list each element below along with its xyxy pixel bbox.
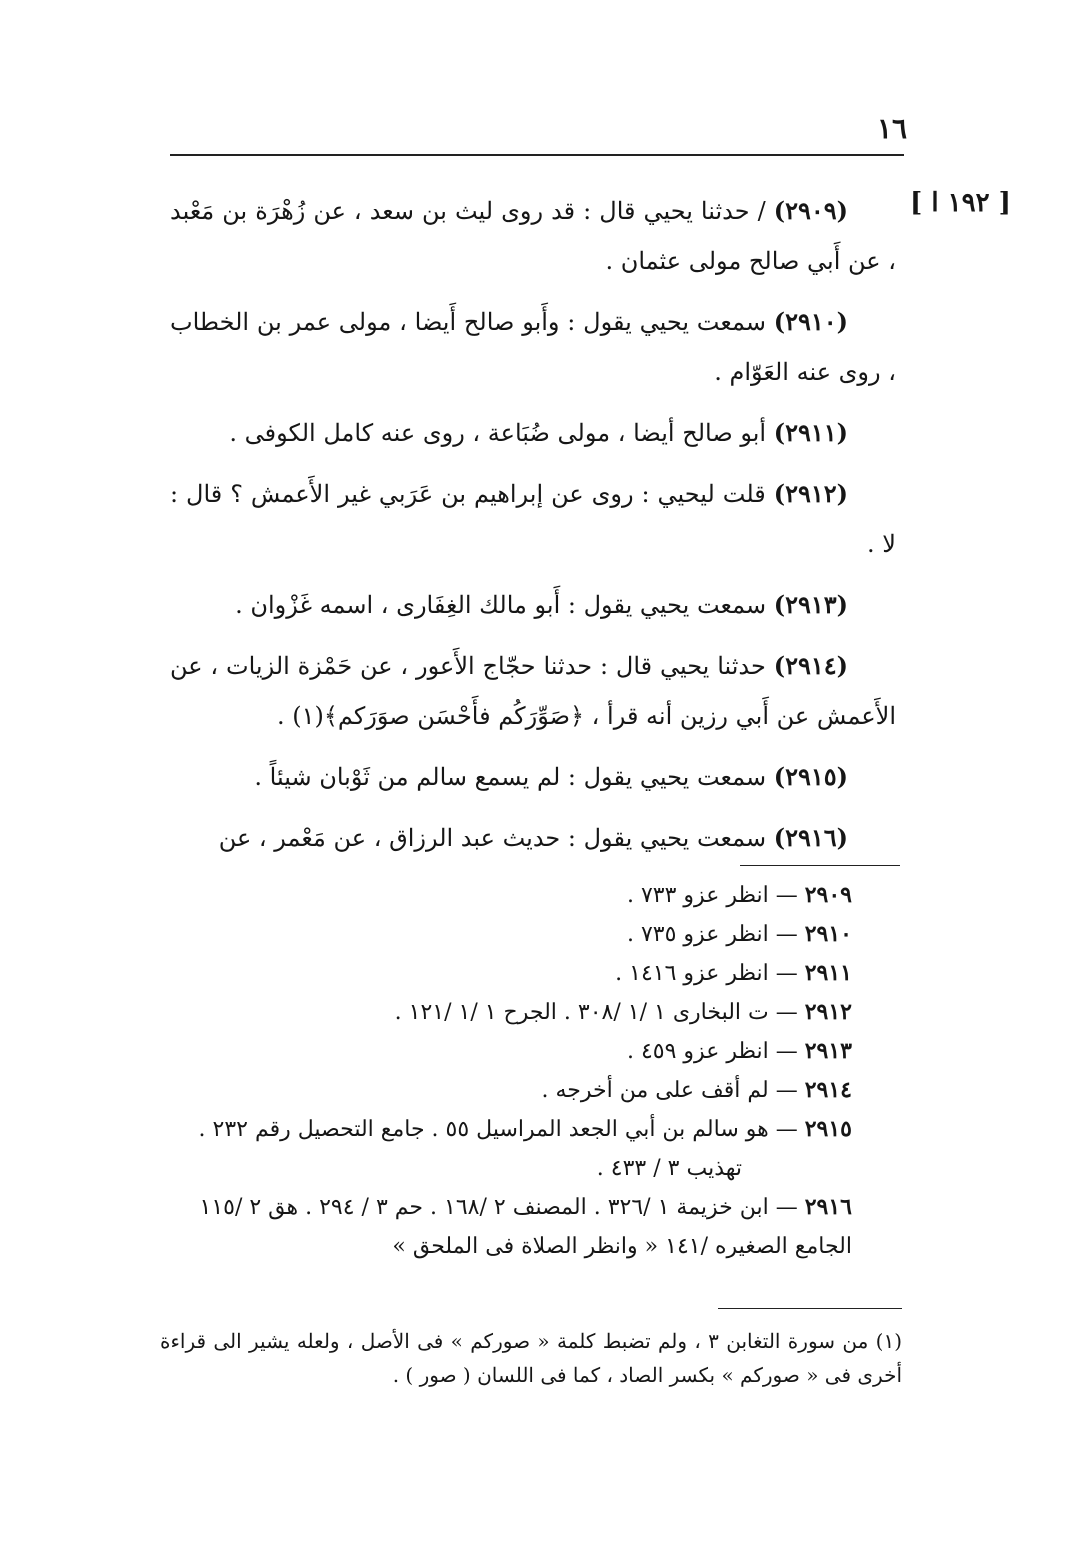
- note-2916: [170, 1188, 852, 1266]
- note-number: ٢٩١٦: [804, 1194, 852, 1220]
- entry-number: (٢٩١٣): [773, 590, 848, 619]
- footnote-separator-rule: [718, 1308, 902, 1309]
- main-text: [170, 186, 896, 874]
- entry-text: سمعت يحيي يقول : وأَبو صالح أَيضا ، مولى عمر بن الخطاب ، روى عنه العَوّام .: [170, 308, 896, 386]
- note-2911: [170, 954, 852, 993]
- entry-2909: [170, 186, 896, 286]
- entry-number: (٢٩١٦): [773, 823, 848, 852]
- source-notes: [170, 876, 852, 1266]
- entry-2913: [170, 580, 896, 630]
- note-text: تهذيب ٣ / ٤٣٣ .: [596, 1156, 742, 1181]
- entry-text: حدثنا يحيي قال : حدثنا حجّاج الأَعور ، عن حَمْزة الزيات ، عن الأَعمش عن أَبي رزين أنه قرأ ، ﴿صَوِّرَكُم فأَحْسَن صوَرَكم﴾(١) .: [170, 652, 896, 730]
- entry-number: (٢٩١٠): [773, 307, 848, 336]
- note-number: ٢٩١٠: [804, 921, 852, 947]
- note-number: ٢٩٠٩: [804, 882, 852, 908]
- entry-2914: [170, 641, 896, 741]
- entry-number: (٢٩١٤): [773, 651, 848, 680]
- note-text: — انظر عزو ٤٥٩ .: [626, 1039, 798, 1064]
- entry-text: سمعت يحيي يقول : أَبو مالك الغِفَارى ، اسمه غَزْوان .: [235, 591, 767, 619]
- note-number: ٢٩١٢: [804, 999, 852, 1025]
- note-2915: [170, 1110, 852, 1149]
- entry-2912: [170, 469, 896, 569]
- entry-text: قلت ليحيي : روى عن إبراهيم بن عَرَبي غير الأَعمش ؟ قال : لا .: [170, 480, 896, 558]
- note-2915-continuation: [170, 1149, 852, 1188]
- entry-2910: [170, 297, 896, 397]
- manuscript-folio-reference: [ ١٩٢ ا ]: [910, 188, 1011, 218]
- note-2914: [170, 1071, 852, 1110]
- entry-2911: [170, 408, 896, 458]
- footnote-text: (١) من سورة التغابن ٣ ، ولم تضبط كلمة « صوركم » فى الأصل ، ولعله يشير الى قراءة أخرى فى « صوركم » بكسر الصاد ، كما فى اللسان ( صور ) .: [160, 1329, 902, 1387]
- note-text: — انظر عزو ١٤١٦ .: [615, 961, 798, 986]
- entry-2915: [170, 752, 896, 802]
- page-number: ١٦: [876, 112, 908, 145]
- note-text: — لم أقف على من أخرجه .: [541, 1078, 798, 1103]
- note-2909: [170, 876, 852, 915]
- note-2912: [170, 993, 852, 1032]
- note-text: — ت البخارى ١ /١ /٣٠٨ . الجرح ١ /١ /١٢١ .: [394, 1000, 798, 1025]
- entry-text: / حدثنا يحيي قال : قد روى ليث بن سعد ، عن زُهْرَة بن مَعْبد ، عن أَبي صالح مولى عثمان .: [170, 197, 896, 275]
- note-number: ٢٩١١: [804, 960, 852, 986]
- note-text: — هو سالم بن أبي الجعد المراسيل ٥٥ . جامع التحصيل رقم ٢٣٢ .: [198, 1117, 798, 1142]
- entry-number: (٢٩١٢): [773, 479, 848, 508]
- entry-number: (٢٩١٥): [773, 762, 848, 791]
- footnote: [160, 1324, 902, 1392]
- note-2910: [170, 915, 852, 954]
- note-text: — ابن خزيمة ١ /٣٢٦ . المصنف ٢ /١٦٨ . حم ٣ / ٢٩٤ . هق ٢ /١١٥ الجامع الصغيره /١٤١ « وانظر الصلاة فى الملحق »: [199, 1195, 852, 1259]
- header-rule: [170, 154, 904, 156]
- note-number: ٢٩١٤: [804, 1077, 852, 1103]
- entry-2916: [170, 813, 896, 863]
- note-2913: [170, 1032, 852, 1071]
- note-number: ٢٩١٥: [804, 1116, 852, 1142]
- entry-text: سمعت يحيي يقول : لم يسمع سالم من ثَوْبان شيئاً .: [254, 763, 767, 791]
- entry-text: سمعت يحيي يقول : حديث عبد الرزاق ، عن مَعْمر ، عن: [218, 824, 767, 852]
- entry-number: (٢٩٠٩): [773, 196, 848, 225]
- note-number: ٢٩١٣: [804, 1038, 852, 1064]
- note-text: — انظر عزو ٧٣٣ .: [626, 883, 798, 908]
- entry-text: أبو صالح أيضا ، مولى ضُبَاعة ، روى عنه كامل الكوفى .: [229, 419, 767, 447]
- notes-separator-rule: [740, 865, 900, 866]
- note-text: — انظر عزو ٧٣٥ .: [626, 922, 798, 947]
- entry-number: (٢٩١١): [773, 418, 848, 447]
